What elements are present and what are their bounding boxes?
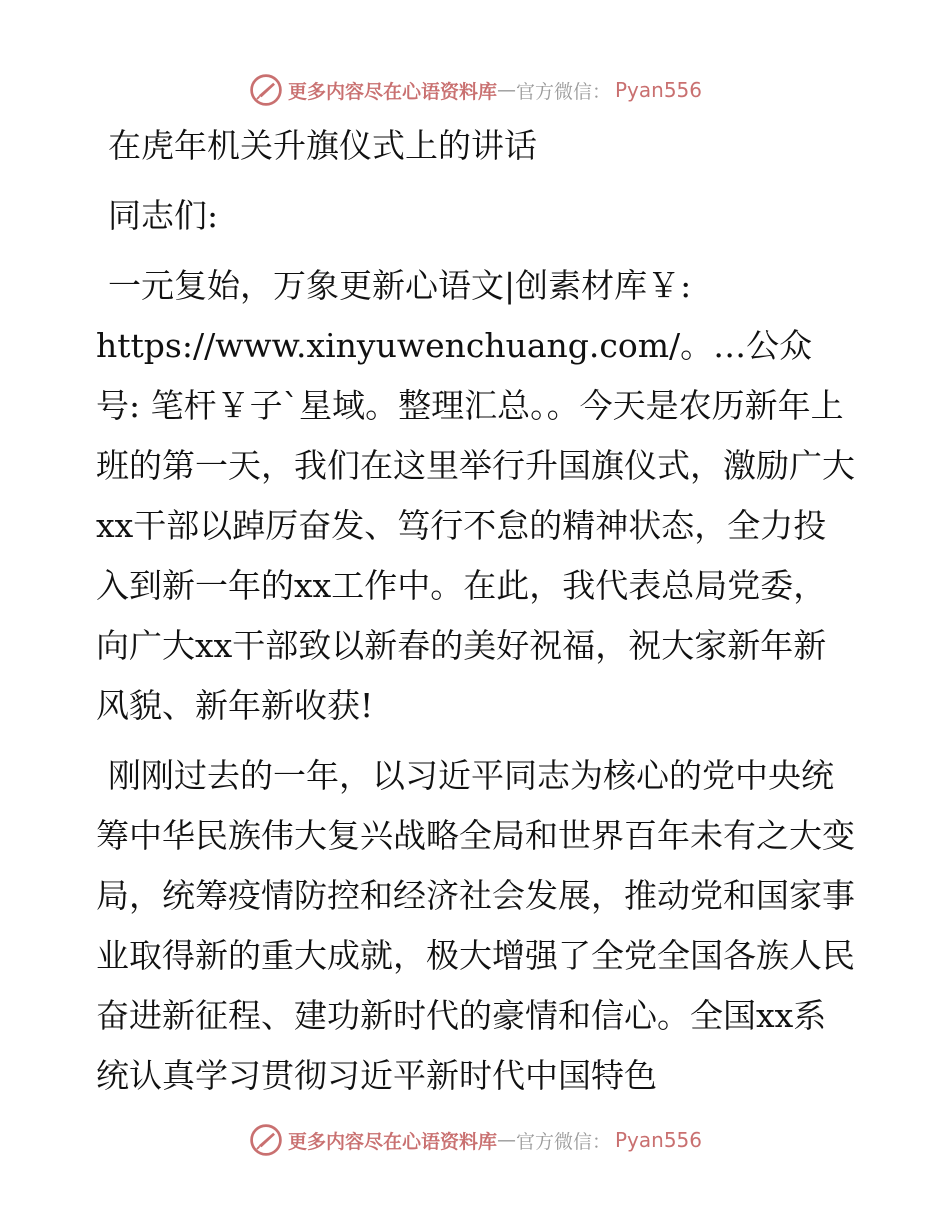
wechat-label: 官方微信： [515, 1130, 611, 1153]
wechat-label: 官方微信： [515, 80, 611, 103]
banner-text: 更多内容尽在心语资料库 [287, 1130, 497, 1153]
wechat-account: Pyan556 [615, 78, 703, 102]
salutation: 同志们: [108, 196, 219, 235]
document-body [96, 116, 856, 1116]
logo-icon [248, 72, 284, 108]
document-title: 在虎年机关升旗仪式上的讲话 [108, 126, 537, 165]
wechat-account: Pyan556 [615, 1128, 703, 1152]
header-banner [0, 70, 950, 110]
paragraph: 一元复始，万象更新心语文|创素材库￥: https://www.xinyuwenchuang.com/。…公众号: 笔杆￥子`星域。整理汇总。。今天是农历新年上班的第一天，我们在这里举行升国旗仪式，激励广大xx干部以踔厉奋发、笃行不怠的精神状态，全力投入到新一年的xx工作中。在此，我代表总局党委，向广大xx干部致以新春的美好祝福，祝大家新年新风貌、新年新收获! [96, 266, 855, 725]
banner-text: 更多内容尽在心语资料库 [287, 80, 497, 103]
footer-banner [0, 1120, 950, 1160]
banner-separator: — [496, 79, 516, 101]
paragraph: 刚刚过去的一年，以习近平同志为核心的党中央统筹中华民族伟大复兴战略全局和世界百年未有之大变局，统筹疫情防控和经济社会发展，推动党和国家事业取得新的重大成就，极大增强了全党全国各族人民奋进新征程、建功新时代的豪情和信心。全国xx系统认真学习贯彻习近平新时代中国特色 [96, 756, 855, 1095]
banner-separator: — [496, 1129, 516, 1151]
logo-icon [248, 1122, 284, 1158]
